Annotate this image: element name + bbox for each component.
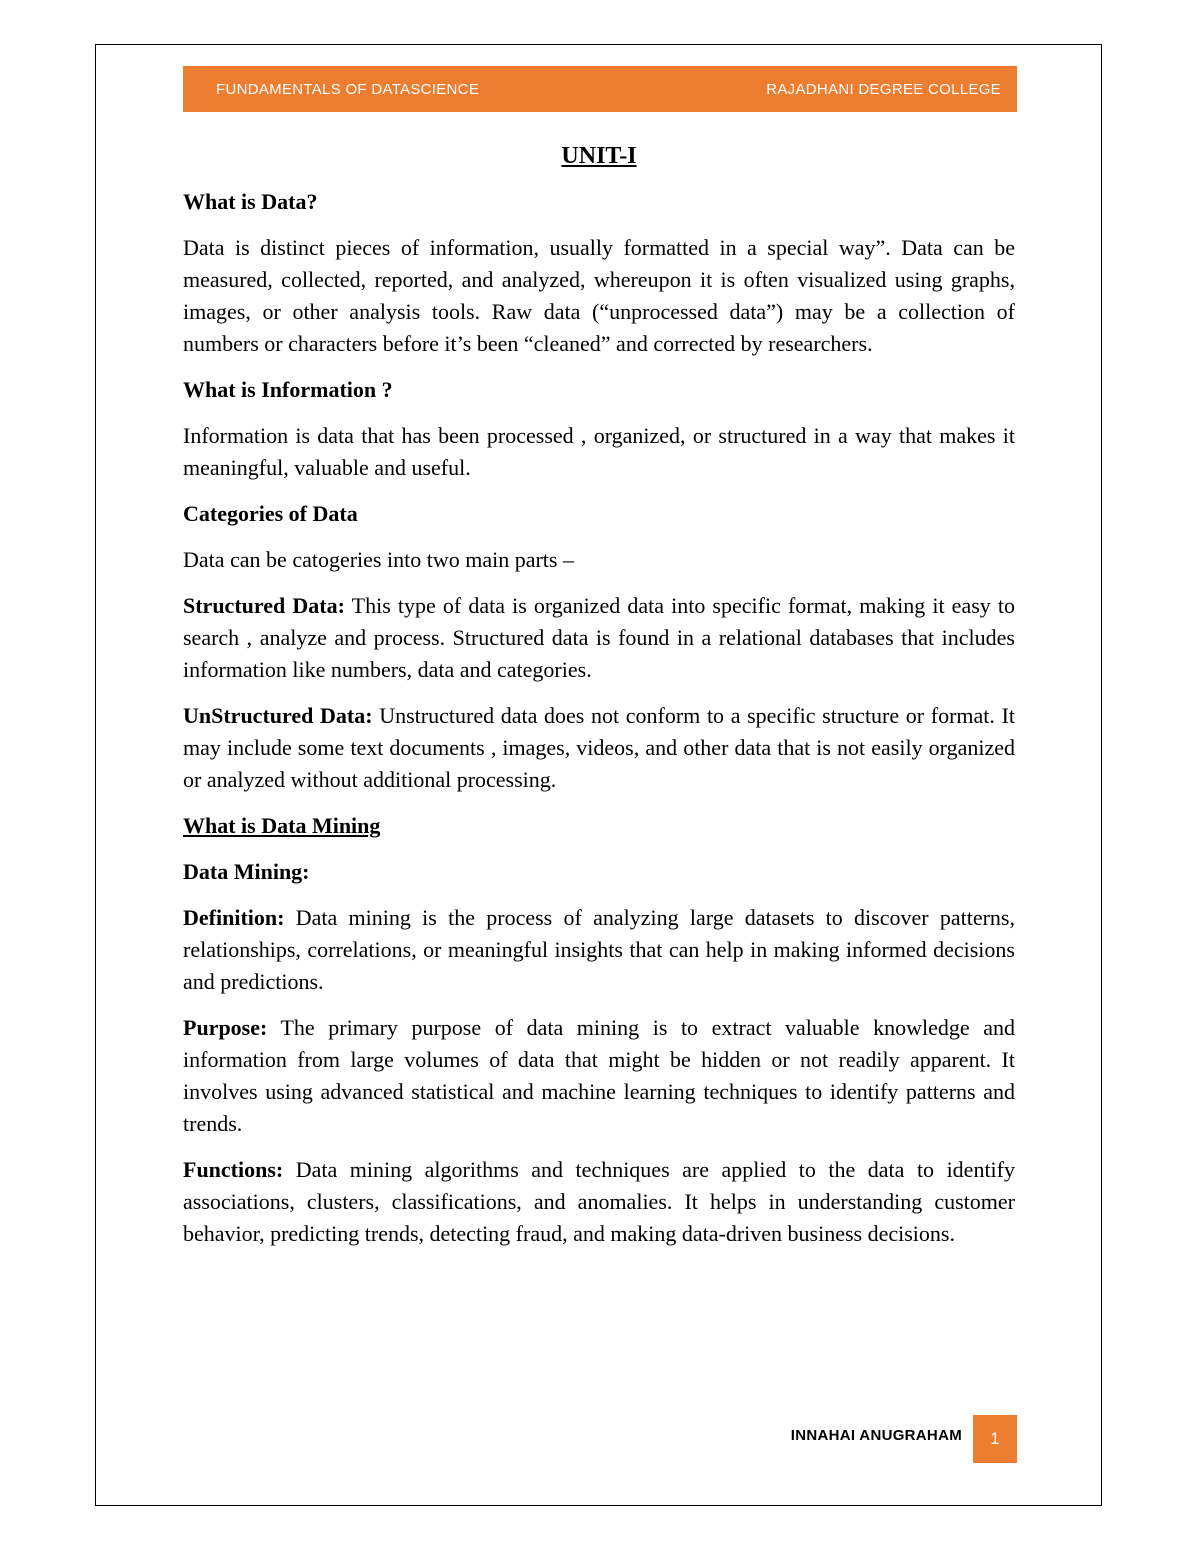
unstructured-data-text: Unstructured data does not conform to a specific structure or format. It may include some text documents , images, videos, and other data that is not easily organized or analyzed without additional processing. [183, 703, 1016, 792]
subheading-data-mining: Data Mining: [183, 859, 310, 884]
footer-author: INNAHAI ANUGRAHAM [790, 1427, 962, 1444]
purpose-text: The primary purpose of data mining is to extract valuable knowledge and information from large volumes of data that might be hidden or not readily apparent. It involves using advanced statistical and machine learning techniques to identify patterns and trends. [183, 1015, 1015, 1136]
paragraph-functions [183, 1154, 1015, 1250]
definition-label: Definition: [183, 905, 285, 930]
purpose-label: Purpose: [183, 1015, 268, 1040]
paragraph-categories-intro: Data can be catogeries into two main parts – [183, 547, 574, 572]
paragraph-definition [183, 902, 1015, 998]
header-course-title: FUNDAMENTALS OF DATASCIENCE [216, 80, 480, 98]
definition-text: Data mining is the process of analyzing large datasets to discover patterns, relationships, correlations, or meaningful insights that can help in making informed decisions and predictions. [183, 905, 1015, 994]
document-body [183, 140, 1015, 1264]
functions-label: Functions: [183, 1157, 284, 1182]
heading-what-is-data: What is Data? [183, 189, 318, 214]
paragraph-what-is-data: Data is distinct pieces of information, usually formatted in a special way”. Data can be measured, collected, reported, and analyzed, whereupon it is often visualized using graphs, images, or other analysis tools. Raw data (“unprocessed data”) may be a collection of numbers or characters before it’s been “cleaned” and corrected by researchers. [183, 235, 1015, 356]
paragraph-what-is-information: Information is data that has been processed , organized, or structured in a way that makes it meaningful, valuable and useful. [183, 423, 1015, 480]
heading-what-is-information: What is Information ? [183, 377, 393, 402]
heading-categories-of-data: Categories of Data [183, 501, 358, 526]
paragraph-structured-data [183, 590, 1015, 686]
structured-data-label: Structured Data: [183, 593, 345, 618]
page-number-badge: 1 [973, 1415, 1017, 1463]
header-college-name: RAJADHANI DEGREE COLLEGE [766, 80, 1001, 98]
structured-data-text: This type of data is organized data into specific format, making it easy to search , analyze and process. Structured data is found in a relational databases that includes information like numbers, data and categories. [183, 593, 1015, 682]
functions-text: Data mining algorithms and techniques are applied to the data to identify associations, clusters, classifications, and anomalies. It helps in understanding customer behavior, predicting trends, detecting fraud, and making data-driven business decisions. [183, 1157, 1015, 1246]
unstructured-data-label: UnStructured Data: [183, 703, 373, 728]
unit-title: UNIT-I [561, 143, 637, 169]
paragraph-purpose [183, 1012, 1015, 1140]
page-header [183, 66, 1017, 112]
heading-what-is-data-mining: What is Data Mining [183, 813, 381, 838]
paragraph-unstructured-data [183, 700, 1015, 796]
